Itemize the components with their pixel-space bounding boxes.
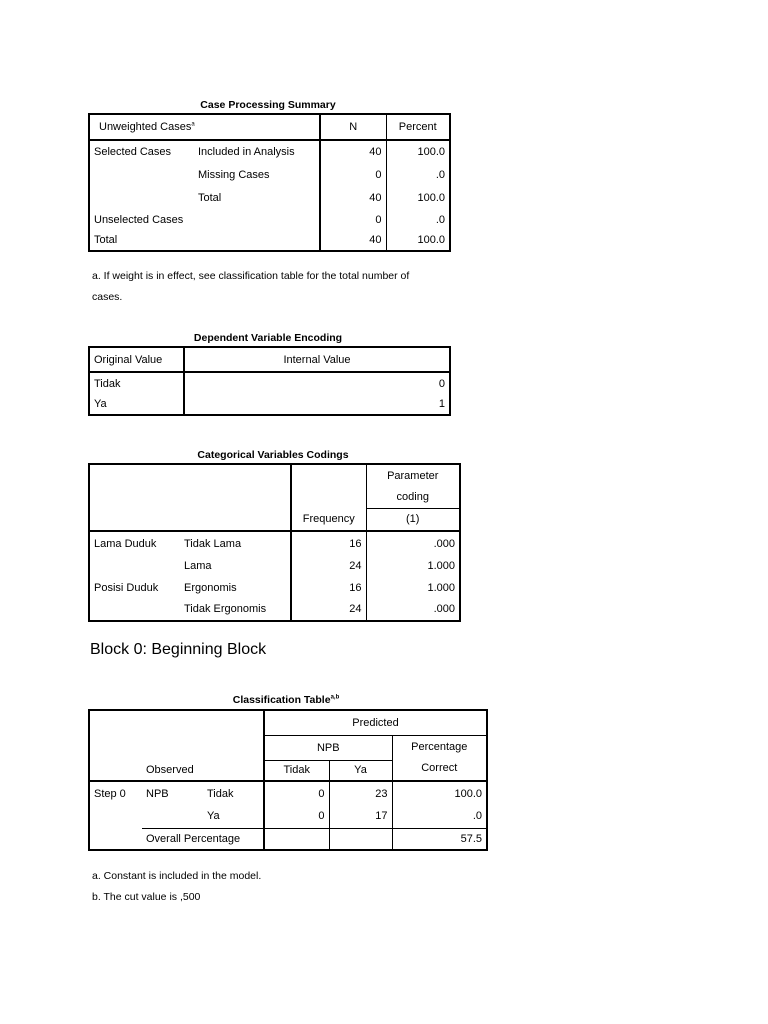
row-tidak xyxy=(264,828,329,850)
table-row xyxy=(89,555,460,577)
dependent-encoding-table xyxy=(88,346,451,416)
row-sub: Missing Cases xyxy=(194,163,320,186)
percentage-header-line1: Percentage xyxy=(411,740,468,753)
unweighted-cases-header: Unweighted Cases$^a$ xyxy=(89,114,320,140)
row-sub xyxy=(194,230,320,251)
row-level: Ergonomis xyxy=(180,577,291,598)
classification-title-text: Classification Table xyxy=(232,694,331,706)
classification-footnotes xyxy=(92,866,492,908)
observed-header: Observed xyxy=(146,764,194,776)
row-frequency: 16 xyxy=(291,577,366,598)
row-observed: Ya xyxy=(203,805,264,828)
npb-header: NPB xyxy=(264,735,392,760)
categorical-codings-table xyxy=(88,463,461,622)
row-percent: .0 xyxy=(386,163,450,186)
row-coding: .000 xyxy=(366,598,460,621)
row-sub: Included in Analysis xyxy=(194,140,320,163)
original-value-header: Original Value xyxy=(89,347,184,372)
frequency-header: Frequency xyxy=(291,508,366,531)
row-n: 0 xyxy=(320,163,386,186)
table-row xyxy=(89,186,450,209)
row-ya xyxy=(329,828,392,850)
row-variable xyxy=(142,805,203,828)
percent-header: Percent xyxy=(386,114,450,140)
row-variable xyxy=(89,598,180,621)
frequency-spacer xyxy=(291,464,366,508)
row-step: Step 0 xyxy=(89,781,142,805)
row-level: Tidak Lama xyxy=(180,531,291,555)
row-percentage: .0 xyxy=(392,805,487,828)
row-n: 40 xyxy=(320,186,386,209)
row-sub xyxy=(194,209,320,230)
row-variable: Posisi Duduk xyxy=(89,577,180,598)
row-percent: 100.0 xyxy=(386,230,450,251)
row-frequency: 16 xyxy=(291,531,366,555)
parameter-column-header: (1) xyxy=(366,508,460,531)
row-variable: Lama Duduk xyxy=(89,531,180,555)
row-percentage: 57.5 xyxy=(392,828,487,850)
table-row xyxy=(89,805,487,828)
row-group xyxy=(89,163,194,186)
row-percent: 100.0 xyxy=(386,186,450,209)
classification-table xyxy=(88,709,488,851)
row-frequency: 24 xyxy=(291,598,366,621)
footnote-line: a. Constant is included in the model. xyxy=(92,870,262,882)
row-step xyxy=(89,805,142,828)
table-row xyxy=(89,828,487,850)
row-internal: 1 xyxy=(184,394,450,415)
footnote-line: a. If weight is in effect, see classification table for the total number of xyxy=(92,270,410,282)
footnote-line: cases. xyxy=(92,291,123,303)
row-level: Tidak Ergonomis xyxy=(180,598,291,621)
row-n: 0 xyxy=(320,209,386,230)
row-group: Selected Cases xyxy=(89,140,194,163)
ya-header: Ya xyxy=(329,760,392,781)
row-level: Lama xyxy=(180,555,291,577)
row-step xyxy=(89,828,142,850)
row-group: Unselected Cases xyxy=(89,209,194,230)
case-processing-header-row xyxy=(89,114,450,140)
row-percent: .0 xyxy=(386,209,450,230)
row-coding: 1.000 xyxy=(366,577,460,598)
n-header: N xyxy=(320,114,386,140)
dependent-encoding-title: Dependent Variable Encoding xyxy=(193,332,343,344)
footnote-marker: a xyxy=(191,121,195,128)
table-row xyxy=(89,163,450,186)
categorical-codings-title: Categorical Variables Codings xyxy=(197,449,349,461)
row-tidak: 0 xyxy=(264,805,329,828)
predicted-header: Predicted xyxy=(264,710,487,735)
row-coding: 1.000 xyxy=(366,555,460,577)
row-frequency: 24 xyxy=(291,555,366,577)
parameter-coding-header-line2: coding xyxy=(366,486,460,508)
percentage-header-line2: Correct xyxy=(421,761,458,774)
footnote-marker: a,b xyxy=(330,694,340,701)
case-processing-footnote xyxy=(92,266,492,308)
row-original: Tidak xyxy=(89,372,184,394)
row-tidak: 0 xyxy=(264,781,329,805)
row-variable: NPB xyxy=(146,787,169,800)
internal-value-header: Internal Value xyxy=(184,347,450,372)
block-heading: Block 0: Beginning Block xyxy=(90,641,267,658)
dependent-encoding-header-row xyxy=(89,347,450,372)
observed-corner-cell xyxy=(89,710,264,781)
footnote-line: b. The cut value is ,500 xyxy=(92,891,201,903)
table-row xyxy=(89,209,450,230)
row-percentage: 100.0 xyxy=(392,781,487,805)
parameter-coding-header: Parameter xyxy=(366,464,460,486)
table-row xyxy=(89,140,450,163)
tidak-header: Tidak xyxy=(264,760,329,781)
overall-percentage-label: Overall Percentage xyxy=(142,828,264,850)
row-ya: 17 xyxy=(329,805,392,828)
percentage-correct-header xyxy=(392,735,487,781)
table-row xyxy=(89,230,450,251)
table-row xyxy=(89,394,450,415)
row-ya: 23 xyxy=(329,781,392,805)
table-row xyxy=(89,372,450,394)
table-row xyxy=(89,531,460,555)
table-row xyxy=(89,598,460,621)
row-variable xyxy=(89,555,180,577)
row-sub: Total xyxy=(194,186,320,209)
row-observed: Tidak xyxy=(203,781,264,805)
row-n: 40 xyxy=(320,140,386,163)
row-original: Ya xyxy=(89,394,184,415)
row-group: Total xyxy=(89,230,194,251)
row-group xyxy=(89,186,194,209)
row-coding: .000 xyxy=(366,531,460,555)
case-processing-title: Case Processing Summary xyxy=(200,99,336,111)
row-n: 40 xyxy=(320,230,386,251)
categorical-corner-cell xyxy=(89,464,291,531)
case-processing-table xyxy=(88,113,451,252)
row-percent: 100.0 xyxy=(386,140,450,163)
row-internal: 0 xyxy=(184,372,450,394)
classification-title xyxy=(186,694,386,706)
table-row xyxy=(89,781,487,805)
table-row xyxy=(89,577,460,598)
